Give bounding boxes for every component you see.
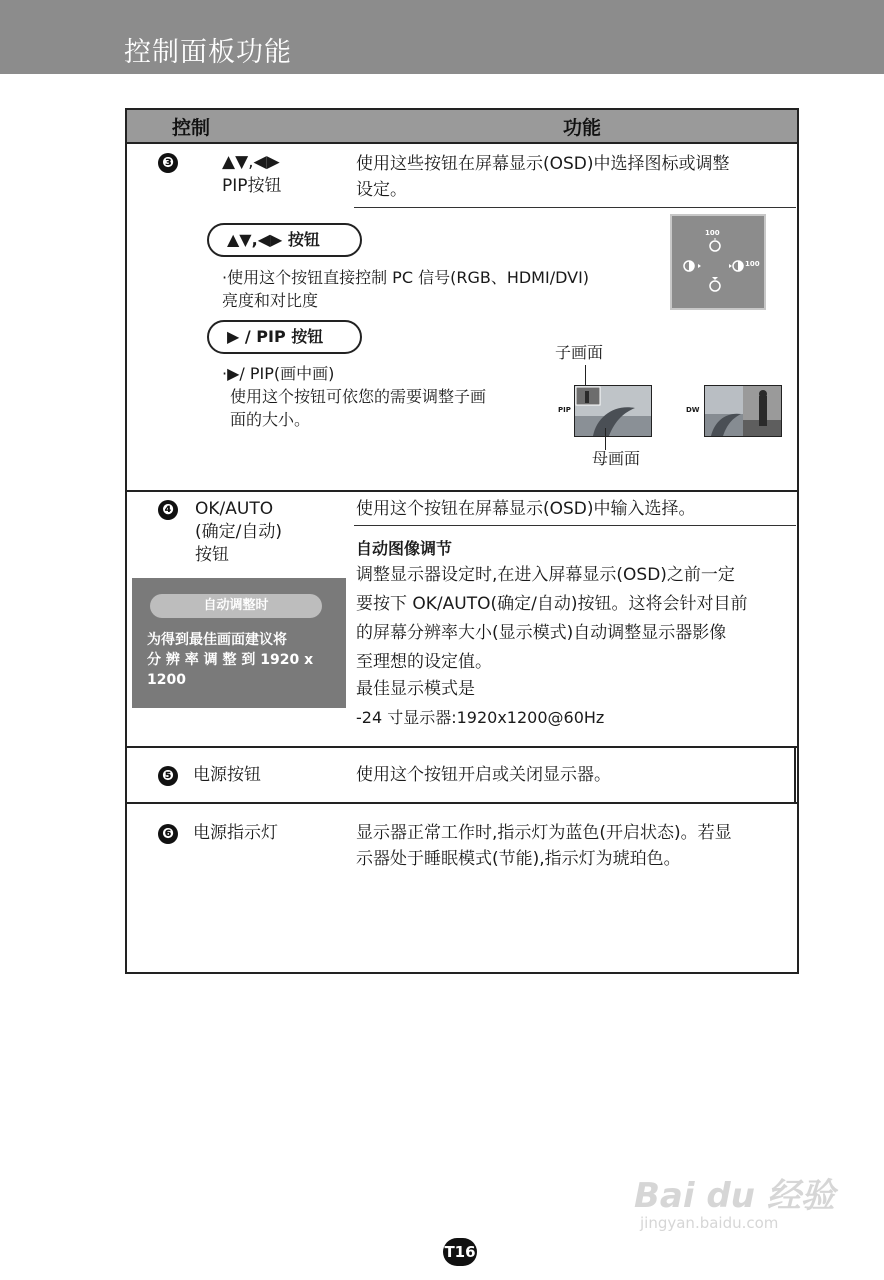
row4-control-line1: OK/AUTO: [195, 499, 274, 519]
sub-picture-label: 子画面: [555, 343, 604, 362]
row3-control-arrows: ▲▼,◀▶: [222, 152, 280, 172]
auto-adjust-line: 至理想的设定值。: [356, 652, 492, 672]
tip-line: 分 辨 率 调 整 到 1920 x: [147, 652, 314, 668]
row6-control: 电源指示灯: [193, 823, 278, 843]
dual-window-illustration: [705, 386, 781, 436]
pip-image: [574, 385, 652, 437]
row5-control: 电源按钮: [193, 765, 261, 785]
row5-function: 使用这个按钮开启或关闭显示器。: [356, 765, 611, 785]
column-header-function: 功能: [563, 117, 602, 139]
arrow-button-desc-2: 亮度和对比度: [222, 291, 319, 310]
pip-button-desc-2: 使用这个按钮可依您的需要调整子画: [230, 387, 487, 406]
row3-function-line1: 使用这些按钮在屏幕显示(OSD)中选择图标或调整: [356, 154, 730, 174]
page-number: T16: [443, 1238, 477, 1266]
row6-function-line1: 显示器正常工作时,指示灯为蓝色(开启状态)。若显: [356, 823, 732, 843]
dolphin-pip-illustration: [575, 386, 651, 436]
row3-control-pip: PIP按钮: [222, 176, 282, 196]
callout-line: [585, 365, 586, 387]
pip-button-desc-1: ·▶/ PIP(画中画): [222, 364, 335, 383]
tip-line: 为得到最佳画面建议将: [147, 632, 287, 648]
osd-right-value: 100: [745, 260, 760, 268]
page-title: 控制面板功能: [124, 37, 292, 68]
item-number-5: ❺: [158, 766, 178, 786]
tip-text: [147, 630, 337, 690]
pip-tag: PIP: [558, 406, 571, 414]
item-number-3: ❸: [158, 153, 178, 173]
watermark-url: jingyan.baidu.com: [640, 1214, 779, 1232]
osd-top-value: 100: [705, 229, 720, 237]
column-header-control: 控制: [172, 117, 211, 139]
watermark-brand: Bai du 经验: [634, 1176, 835, 1216]
row-divider: [127, 490, 797, 492]
row-edge: [794, 746, 796, 802]
item-number-4: ❹: [158, 500, 178, 520]
auto-adjust-line: 的屏幕分辨率大小(显示模式)自动调整显示器影像: [356, 623, 727, 643]
row4-control-line3: 按钮: [195, 545, 229, 565]
item-number-6: ❻: [158, 824, 178, 844]
pip-button-desc-3: 面的大小。: [230, 410, 311, 429]
auto-adjust-line: -24 寸显示器:1920x1200@60Hz: [356, 708, 605, 727]
function-divider: [354, 525, 796, 526]
row3-function-line2: 设定。: [356, 180, 407, 200]
tip-line: 1200: [147, 672, 186, 688]
arrow-button-desc-1: ·使用这个按钮直接控制 PC 信号(RGB、HDMI/DVI): [222, 268, 590, 287]
arrow-button-pill: ▲▼,◀▶ 按钮: [207, 223, 362, 257]
auto-adjust-heading: 自动图像调节: [356, 539, 453, 558]
row6-function-line2: 示器处于睡眠模式(节能),指示灯为琥珀色。: [356, 849, 681, 869]
auto-adjust-line: 要按下 OK/AUTO(确定/自动)按钮。这将会针对目前: [356, 594, 748, 614]
row4-function-line1: 使用这个按钮在屏幕显示(OSD)中输入选择。: [356, 499, 696, 519]
function-divider: [354, 207, 796, 208]
table-header: [127, 110, 797, 144]
tip-title: 自动调整时: [150, 594, 322, 618]
dw-tag: DW: [686, 406, 700, 414]
auto-adjust-line: 调整显示器设定时,在进入屏幕显示(OSD)之前一定: [356, 565, 735, 585]
pip-button-pill: ▶ / PIP 按钮: [207, 320, 362, 354]
row4-control-line2: (确定/自动): [195, 522, 282, 542]
row-divider: [127, 802, 797, 804]
dual-window-image: [704, 385, 782, 437]
row-divider: [127, 746, 797, 748]
auto-adjust-line: 最佳显示模式是: [356, 679, 475, 699]
main-picture-label: 母画面: [592, 449, 641, 468]
